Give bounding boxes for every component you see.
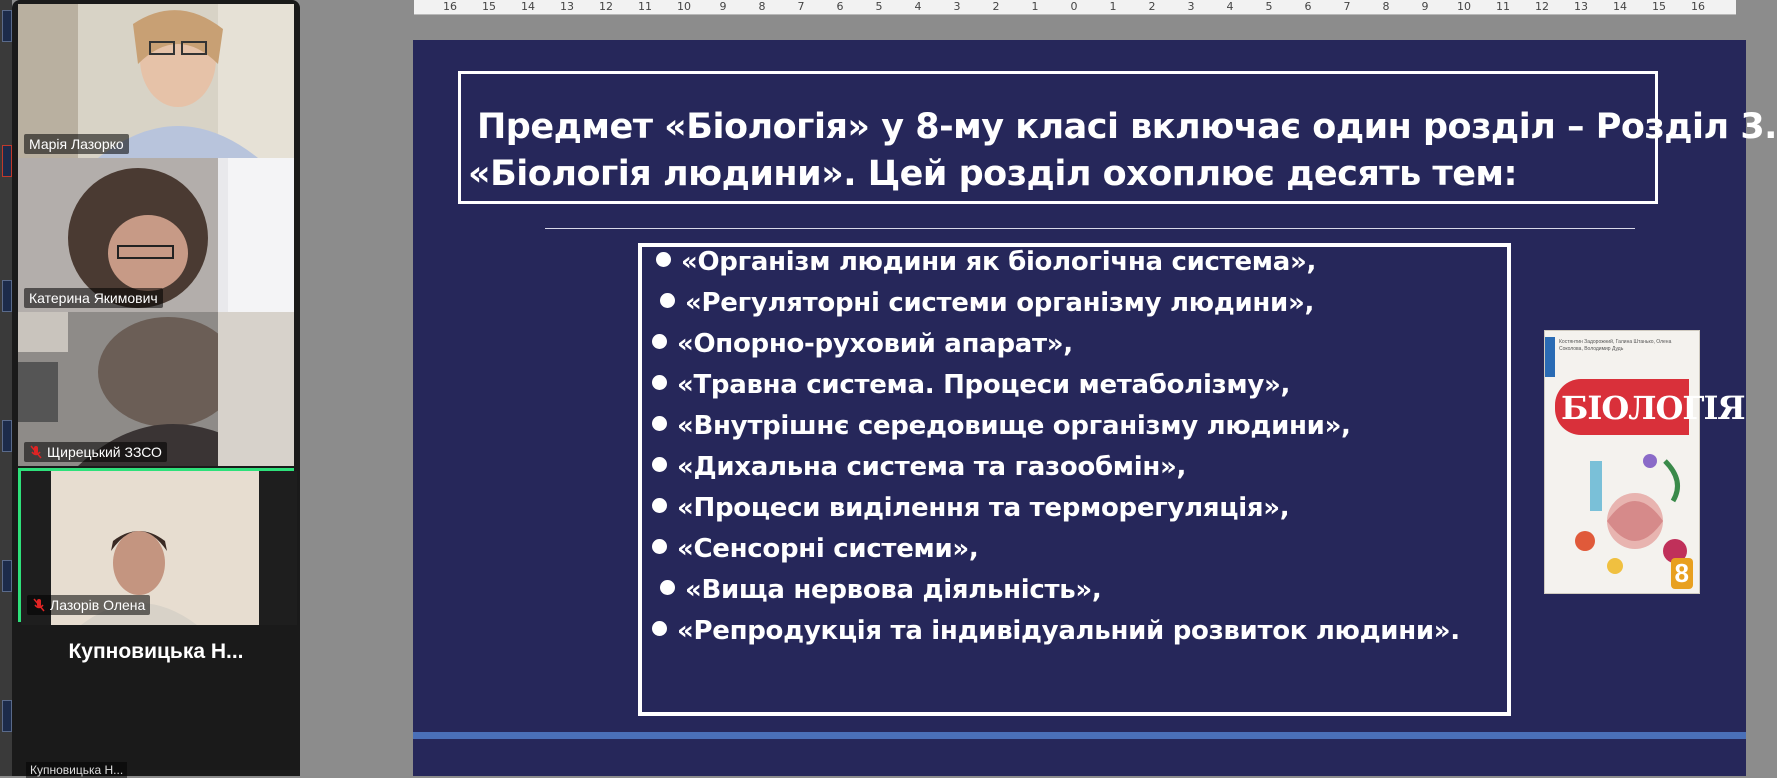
ruler-tick-label: 16 <box>1691 0 1705 13</box>
book-title: БІОЛОГІЯ <box>1561 389 1745 427</box>
ruler-tick-label: 13 <box>560 0 574 13</box>
ruler-tick-label: 1 <box>1109 0 1117 13</box>
zoom-participants-panel <box>12 0 300 776</box>
slide-title-line-2: «Біологія людини». Цей розділ охоплює десять тем: <box>468 154 1518 194</box>
bullet-icon <box>652 621 667 636</box>
topic-item <box>652 370 1290 400</box>
participant-name-label: Лазорів Олена <box>27 595 150 615</box>
ruler-tick-label: 10 <box>677 0 691 13</box>
ruler-tick-label: 11 <box>638 0 652 13</box>
bullet-icon <box>652 498 667 513</box>
participant-tile[interactable] <box>18 312 294 466</box>
ruler-tick-label: 14 <box>1613 0 1627 13</box>
background-app-edge <box>0 0 12 776</box>
slide-bottom-bar <box>413 732 1746 739</box>
participant-name-label: Марія Лазорко <box>24 134 129 154</box>
ruler-tick-label: 14 <box>521 0 535 13</box>
ruler-tick-label: 4 <box>914 0 922 13</box>
ruler-tick-label: 8 <box>758 0 766 13</box>
ruler-tick-label: 3 <box>953 0 961 13</box>
bullet-icon <box>652 375 667 390</box>
presentation-slide <box>413 40 1777 776</box>
ruler-tick-label: 5 <box>875 0 883 13</box>
topic-item <box>660 575 1102 605</box>
topic-text: «Травна система. Процеси метаболізму», <box>677 370 1291 400</box>
topic-text: «Регуляторні системи організму людини», <box>685 288 1315 318</box>
ruler-tick-label: 12 <box>599 0 613 13</box>
participant-tile-active-speaker[interactable] <box>18 468 294 622</box>
topic-text: «Опорно-руховий апарат», <box>677 329 1073 359</box>
slide-title-box <box>458 71 1777 204</box>
edge-marker <box>2 560 12 592</box>
participant-tile[interactable] <box>18 158 294 312</box>
horizontal-ruler <box>414 0 1736 15</box>
bullet-icon <box>652 457 667 472</box>
ruler-tick-label: 3 <box>1187 0 1195 13</box>
ruler-tick-label: 15 <box>1652 0 1666 13</box>
topic-item <box>652 534 978 564</box>
ruler-tick-label: 0 <box>1070 0 1078 13</box>
textbook-cover-image <box>1544 330 1745 594</box>
topic-item <box>652 329 1073 359</box>
ruler-tick-label: 13 <box>1574 0 1588 13</box>
bullet-icon <box>660 293 675 308</box>
ruler-tick-label: 12 <box>1535 0 1549 13</box>
ruler-tick-label: 4 <box>1226 0 1234 13</box>
slide-divider <box>545 228 1635 229</box>
topic-item <box>652 616 1460 646</box>
ruler-tick-label: 16 <box>443 0 457 13</box>
bullet-icon <box>652 539 667 554</box>
ruler-tick-label: 2 <box>1148 0 1156 13</box>
book-grade: 8 <box>1671 558 1693 589</box>
bullet-icon <box>656 252 671 267</box>
ruler-tick-label: 8 <box>1382 0 1390 13</box>
topic-item <box>652 452 1186 482</box>
bullet-icon <box>660 580 675 595</box>
edge-marker <box>2 145 12 177</box>
ruler-tick-label: 9 <box>1421 0 1429 13</box>
participant-name-label: Катерина Якимович <box>24 288 163 308</box>
mic-muted-icon <box>32 598 46 612</box>
topic-item <box>660 288 1314 318</box>
ruler-tick-label: 7 <box>797 0 805 13</box>
topic-item <box>652 493 1289 523</box>
topic-text: «Внутрішнє середовище організму людини», <box>677 411 1351 441</box>
ruler-tick-label: 10 <box>1457 0 1471 13</box>
ruler-tick-label: 15 <box>482 0 496 13</box>
topic-text: «Процеси виділення та терморегуляція», <box>677 493 1290 523</box>
participant-tile[interactable] <box>18 4 294 158</box>
topic-text: «Дихальна система та газообмін», <box>677 452 1187 482</box>
ruler-tick-label: 6 <box>836 0 844 13</box>
topic-item <box>656 247 1316 277</box>
bullet-icon <box>652 334 667 349</box>
ruler-tick-label: 1 <box>1031 0 1039 13</box>
bullet-icon <box>652 416 667 431</box>
topics-list-box <box>638 243 1511 716</box>
topic-text: «Сенсорні системи», <box>677 534 979 564</box>
ruler-tick-label: 9 <box>719 0 727 13</box>
partial-participant-label: Купновицька Н... <box>26 762 127 778</box>
ruler-tick-label: 6 <box>1304 0 1312 13</box>
ruler-tick-label: 11 <box>1496 0 1510 13</box>
edge-marker <box>2 10 12 42</box>
ruler-tick-label: 5 <box>1265 0 1273 13</box>
topic-item <box>652 411 1351 441</box>
slide-title-line-1: Предмет «Біологія» у 8-му класі включає один розділ – Розділ 3. <box>477 107 1777 147</box>
edge-marker <box>2 700 12 732</box>
mic-muted-icon <box>29 445 43 459</box>
ruler-tick-label: 2 <box>992 0 1000 13</box>
publisher-logo <box>1545 337 1555 377</box>
book-authors: Костянтин Задорожний, Галина Штанько, Олена Соколова, Володимир Дудь <box>1559 339 1672 352</box>
participant-name-label: Щирецький ЗЗСО <box>24 442 167 462</box>
topic-text: «Організм людини як біологічна система», <box>681 247 1317 277</box>
edge-marker <box>2 280 12 312</box>
topic-text: «Репродукція та індивідуальний розвиток людини». <box>677 616 1460 646</box>
no-video-participant-name[interactable]: Купновицька Н... <box>68 640 244 663</box>
ruler-tick-label: 7 <box>1343 0 1351 13</box>
topic-text: «Вища нервова діяльність», <box>685 575 1102 605</box>
edge-marker <box>2 420 12 452</box>
